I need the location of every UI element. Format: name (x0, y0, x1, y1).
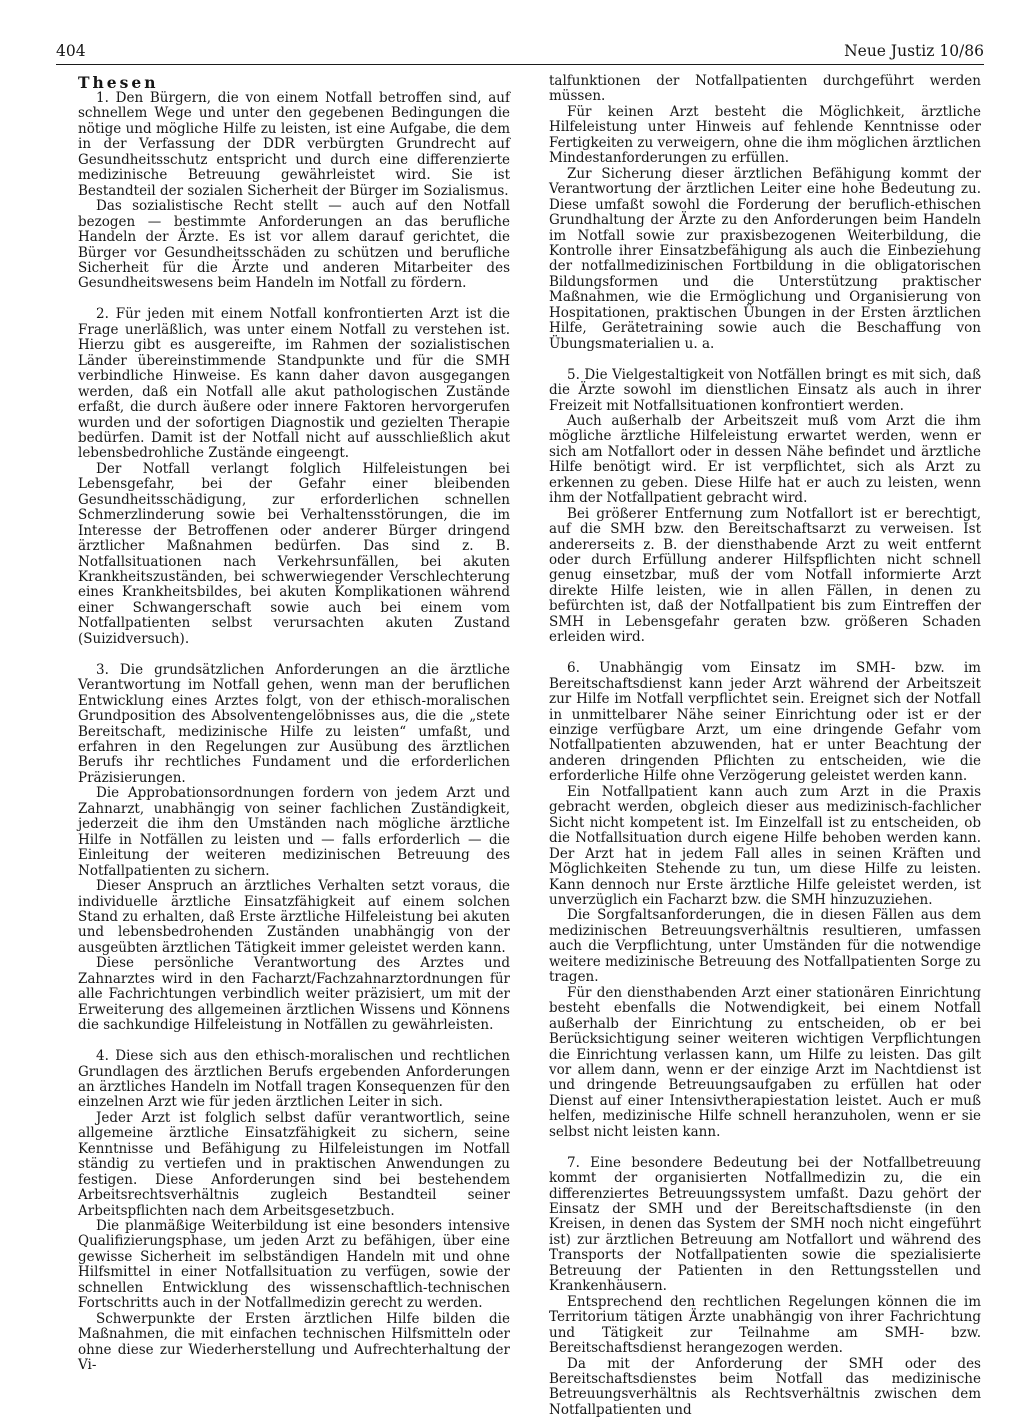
paragraph: 5. Die Vielgestaltigkeit von Notfällen bringt es mit sich, daß die Ärzte sowohl im dienstlichen Einsatz als auch in ihrer Freizeit mit Notfallsituationen konfrontiert werden. (549, 366, 981, 414)
page-number: 404 (56, 42, 86, 60)
paragraph: 3. Die grundsätzlichen Anforderungen an die ärztliche Verantwortung im Notfall gehen, wenn man der beruflichen Entwicklung eines Arztes folgt, von der ethisch-moralischen Grundposition des Absolventengelöbnisses aus, die die „stete Bereitschaft, medizinische Hilfe zu leisten“ umfaßt, und erfahren in den Regelungen zur Ausübung des ärztlichen Berufs ihr rechtliches Fundament und die erforderlichen Präzisierungen. (78, 661, 510, 786)
paragraph: Jeder Arzt ist folglich selbst dafür verantwortlich, seine allgemeine ärztliche Einsatzfähigkeit zu sichern, seine Kenntnisse und Befähigung zu Hilfeleistungen im Notfall ständig zu vertiefen und in praktischen Anwendungen zu festigen. Diese Anforderungen sind bei bestehendem Arbeitsrechtsverhältnis zugleich Bestandteil seiner Arbeitspflichten nach dem Arbeitsgesetzbuch. (78, 1109, 510, 1219)
paragraph: Die Approbationsordnungen fordern von jedem Arzt und Zahnarzt, unabhängig von seiner fachlichen Zuständigkeit, jederzeit die ihm den Umständen nach mögliche ärztliche Hilfe in Notfällen zu leisten und — falls erforderlich — die Einleitung der weiteren medizinischen Betreuung des Notfallpatienten zu sichern. (78, 785, 510, 879)
right-column (549, 74, 981, 1418)
paragraph: Die Sorgfaltsanforderungen, die in diesen Fällen aus dem medizinischen Betreuungsverhältnis resultieren, umfassen auch die Verpflichtung, unter Umständen für die notwendige weitere medizinische Betreuung des Notfallpatienten Sorge zu tragen. (549, 907, 981, 986)
left-column (78, 74, 510, 1418)
paragraph: 4. Diese sich aus den ethisch-moralischen und rechtlichen Grundlagen des ärztlichen Berufs ergebenden Anforderungen an ärztliches Handeln im Notfall tragen Konsequenzen für den einzelnen Arzt wie für jeden ärztlichen Leiter in sich. (78, 1048, 510, 1111)
paragraph: Auch außerhalb der Arbeitszeit muß vom Arzt die ihm mögliche ärztliche Hilfeleistung erwartet werden, wenn er sich am Notfallort oder in dessen Nähe befindet und ärztliche Hilfe benötigt wird. Er ist verpflichtet, sich als Arzt zu erkennen zu geben. Diese Hilfe hat er auch zu leisten, wenn ihm der Notfallpatient gebracht wird. (549, 412, 981, 507)
paragraph: Entsprechend den rechtlichen Regelungen können die im Territorium tätigen Ärzte unabhängig von ihrer Fachrichtung und Tätigkeit zur Teilnahme am SMH- bzw. Bereitschaftsdienst herangezogen werden. (549, 1293, 981, 1357)
paragraph: Ein Notfallpatient kann auch zum Arzt in die Praxis gebracht werden, obgleich dieser aus medizinisch-fachlicher Sicht nicht kompetent ist. Im Einzelfall ist zu entscheiden, ob die Notfallsituation durch eigene Hilfe behoben werden kann. Der Arzt hat in jedem Fall alles in seinen Kräften und Möglichkeiten Stehende zu tun, um diese Hilfe zu leisten. Kann dennoch nur Erste ärztliche Hilfe geleistet werden, ist unverzüglich ein Facharzt bzw. die SMH hinzuzuziehen. (549, 783, 981, 908)
paragraph: Die planmäßige Weiterbildung ist eine besonders intensive Qualifizierungsphase, um jeden Arzt zu befähigen, über eine gewisse Sicherheit im selbständigen Handeln mit und ohne Hilfsmittel in einer Notfallsituation zu verfügen, sowie der schnellen Entwicklung des wissenschaftlich-technischen Fortschritts auch in der Notfallmedizin gerecht zu werden. (78, 1218, 510, 1312)
paragraph: Das sozialistische Recht stellt — auch auf den Notfall bezogen — bestimmte Anforderungen an das berufliche Handeln der Ärzte. Es ist vor allem darauf gerichtet, die Bürger vor Gesundheitsschäden zu schützen und berufliche Sicherheit für die Ärzte und anderen Mitarbeiter des Gesundheitswesens beim Handeln im Notfall zu fördern. (78, 198, 510, 292)
paragraph: 1. Den Bürgern, die von einem Notfall betroffen sind, auf schnellem Wege und unter den gegebenen Bedingungen die nötige und mögliche Hilfe zu leisten, ist eine Aufgabe, die dem in der Verfassung der DDR verbürgten Grundrecht auf Gesundheitsschutz entspricht und durch eine differenzierte medizinische Betreuung gewährleistet wird. Sie ist Bestandteil der sozialen Sicherheit der Bürger im Sozialismus. (78, 90, 510, 199)
paragraph: Der Notfall verlangt folglich Hilfeleistungen bei Lebensgefahr, bei der Gefahr einer bleibenden Gesundheitsschädigung, zur erforderlichen schnellen Schmerzlinderung sowie bei Verhaltensstörungen, die im Interesse der Betroffenen oder anderer Bürger dringend ärztlicher Maßnahmen bedürfen. Das sind z. B. Notfallsituationen nach Verkehrsunfällen, bei akuten Krankheitszuständen, bei schwerwiegender Verschlechterung eines Krankheitsbildes, bei akuten Komplikationen während einer Schwangerschaft sowie auch bei einem vom Notfallpatienten selbst verursachten akuten Zustand (Suizidversuch). (78, 460, 510, 647)
header-rule (56, 64, 984, 65)
paragraph: Bei größerer Entfernung zum Notfallort ist er berechtigt, auf die SMH bzw. den Bereitschaftsarzt zu verweisen. Ist andererseits z. B. der diensthabende Arzt zu weit entfernt oder durch Erfüllung anderer Hilfspflichten nicht schnell genug einsetzbar, muß der vom Notfall informierte Arzt direkte Hilfe leisten, wie in allen Fällen, in denen zu befürchten ist, daß der Notfallpatient bis zum Eintreffen der SMH in Lebensgefahr geraten bzw. größeren Schaden erleiden wird. (549, 505, 981, 646)
paragraph: Für keinen Arzt besteht die Möglichkeit, ärztliche Hilfeleistung unter Hinweis auf fehlende Kenntnisse oder Fertigkeiten zu verweigern, ohne die ihm möglichen ärztlichen Mindestanforderungen zu erfüllen. (549, 103, 981, 167)
article-body (78, 74, 981, 1418)
journal-issue: Neue Justiz 10/86 (844, 42, 984, 60)
paragraph: Zur Sicherung dieser ärztlichen Befähigung kommt der Verantwortung der ärztlichen Leiter eine hohe Bedeutung zu. Diese umfaßt sowohl die Forderung der beruflich-ethischen Grundhaltung der Ärzte zu den Anforderungen beim Handeln im Notfall sowie zur praxisbezogenen Weiterbildung, die Kontrolle ihrer Einsatzbefähigung als auch die Einbeziehung der notfallmedizinischen Fortbildung in die obligatorischen Bildungsformen und die Unterstützung praktischer Maßnahmen, wie die Ermöglichung und Organisierung von Hospitationen, praktischen Übungen in der Ersten ärztlichen Hilfe, Gerätetraining sowie auch die Beschaffung von Übungsmaterialien u. a. (549, 165, 981, 352)
paragraph: Für den diensthabenden Arzt einer stationären Einrichtung besteht ebenfalls die Notwendigkeit, bei einem Notfall außerhalb der Einrichtung zu entscheiden, ob er bei Berücksichtigung seiner weiteren wichtigen Verpflichtungen die Einrichtung verlassen kann, um Hilfe zu leisten. Das gilt vor allem dann, wenn er der einzige Arzt im Nachtdienst ist und dringende Betreuungsaufgaben zu erfüllen hat oder Dienst auf einer Intensivtherapiestation leistet. Auch er muß helfen, medizinische Hilfe schnell heranzuholen, wenn er sie selbst nicht leisten kann. (549, 984, 981, 1140)
section-title: Thesen (78, 73, 159, 92)
paragraph: Diese persönliche Verantwortung des Arztes und Zahnarztes wird in den Facharzt/Fachzahnarztordnungen für alle Fachrichtungen verbindlich weiter präzisiert, um mit der Erweiterung des allgemeinen ärztlichen Wissens und Könnens die sachkundige Hilfeleistung in Notfällen zu gewährleisten. (78, 955, 510, 1034)
page-header (56, 42, 984, 68)
paragraph: Schwerpunkte der Ersten ärztlichen Hilfe bilden die Maßnahmen, die mit einfachen technischen Hilfsmitteln oder ohne diese zur Wiederherstellung und Aufrechterhaltung der Vi- (78, 1310, 510, 1374)
paragraph: 7. Eine besondere Bedeutung bei der Notfallbetreuung kommt der organisierten Notfallmedizin zu, die ein differenziertes Betreuungssystem umfaßt. Dazu gehört der Einsatz der SMH und der Bereitschaftsdienste (in den Kreisen, in denen das System der SMH noch nicht eingeführt ist) zur ärztlichen Betreuung am Notfallort und während des Transports der Notfallpatienten sowie die spezialisierte Betreuung der Patienten in den Rettungsstellen und Krankenhäusern. (549, 1154, 981, 1295)
paragraph: Da mit der Anforderung der SMH oder des Bereitschaftsdienstes beim Notfall das medizinische Betreuungsverhältnis als Rechtsverhältnis zwischen dem Notfallpatienten und (549, 1355, 981, 1418)
paragraph: 2. Für jeden mit einem Notfall konfrontierten Arzt ist die Frage unerläßlich, was unter einem Notfall zu verstehen ist. Hierzu gibt es ausgereifte, im Rahmen der sozialistischen Länder übereinstimmende Standpunkte und für die SMH verbindliche Hinweise. Es kann daher davon ausgegangen werden, daß ein Notfall alle akut pathologischen Zustände erfaßt, die durch äußere oder innere Faktoren hervorgerufen wurden und der sofortigen Diagnostik und gezielten Therapie bedürfen. Damit ist der Notfall nicht auf ausschließlich akut lebensbedrohliche Zustände eingeengt. (78, 306, 510, 462)
paragraph: 6. Unabhängig vom Einsatz im SMH- bzw. im Bereitschaftsdienst kann jeder Arzt während der Arbeitszeit zur Hilfe im Notfall verpflichtet sein. Ereignet sich der Notfall in unmittelbarer Nähe seiner Einrichtung oder ist er der einzige verfügbare Arzt, um eine dringende Gefahr vom Notfallpatienten abzuwenden, hat er unter Beachtung der anderen dringenden Pflichten zu entscheiden, wie die erforderliche Hilfe ohne Verzögerung geleistet werden kann. (549, 660, 981, 785)
paragraph: talfunktionen der Notfallpatienten durchgeführt werden müssen. (549, 73, 981, 105)
paragraph: Dieser Anspruch an ärztliches Verhalten setzt voraus, die individuelle ärztliche Einsatzfähigkeit auf einem solchen Stand zu erhalten, daß Erste ärztliche Hilfeleistung bei akuten und lebensbedrohenden Zuständen unabhängig von der ausgeübten ärztlichen Tätigkeit immer geleistet werden kann. (78, 878, 510, 956)
